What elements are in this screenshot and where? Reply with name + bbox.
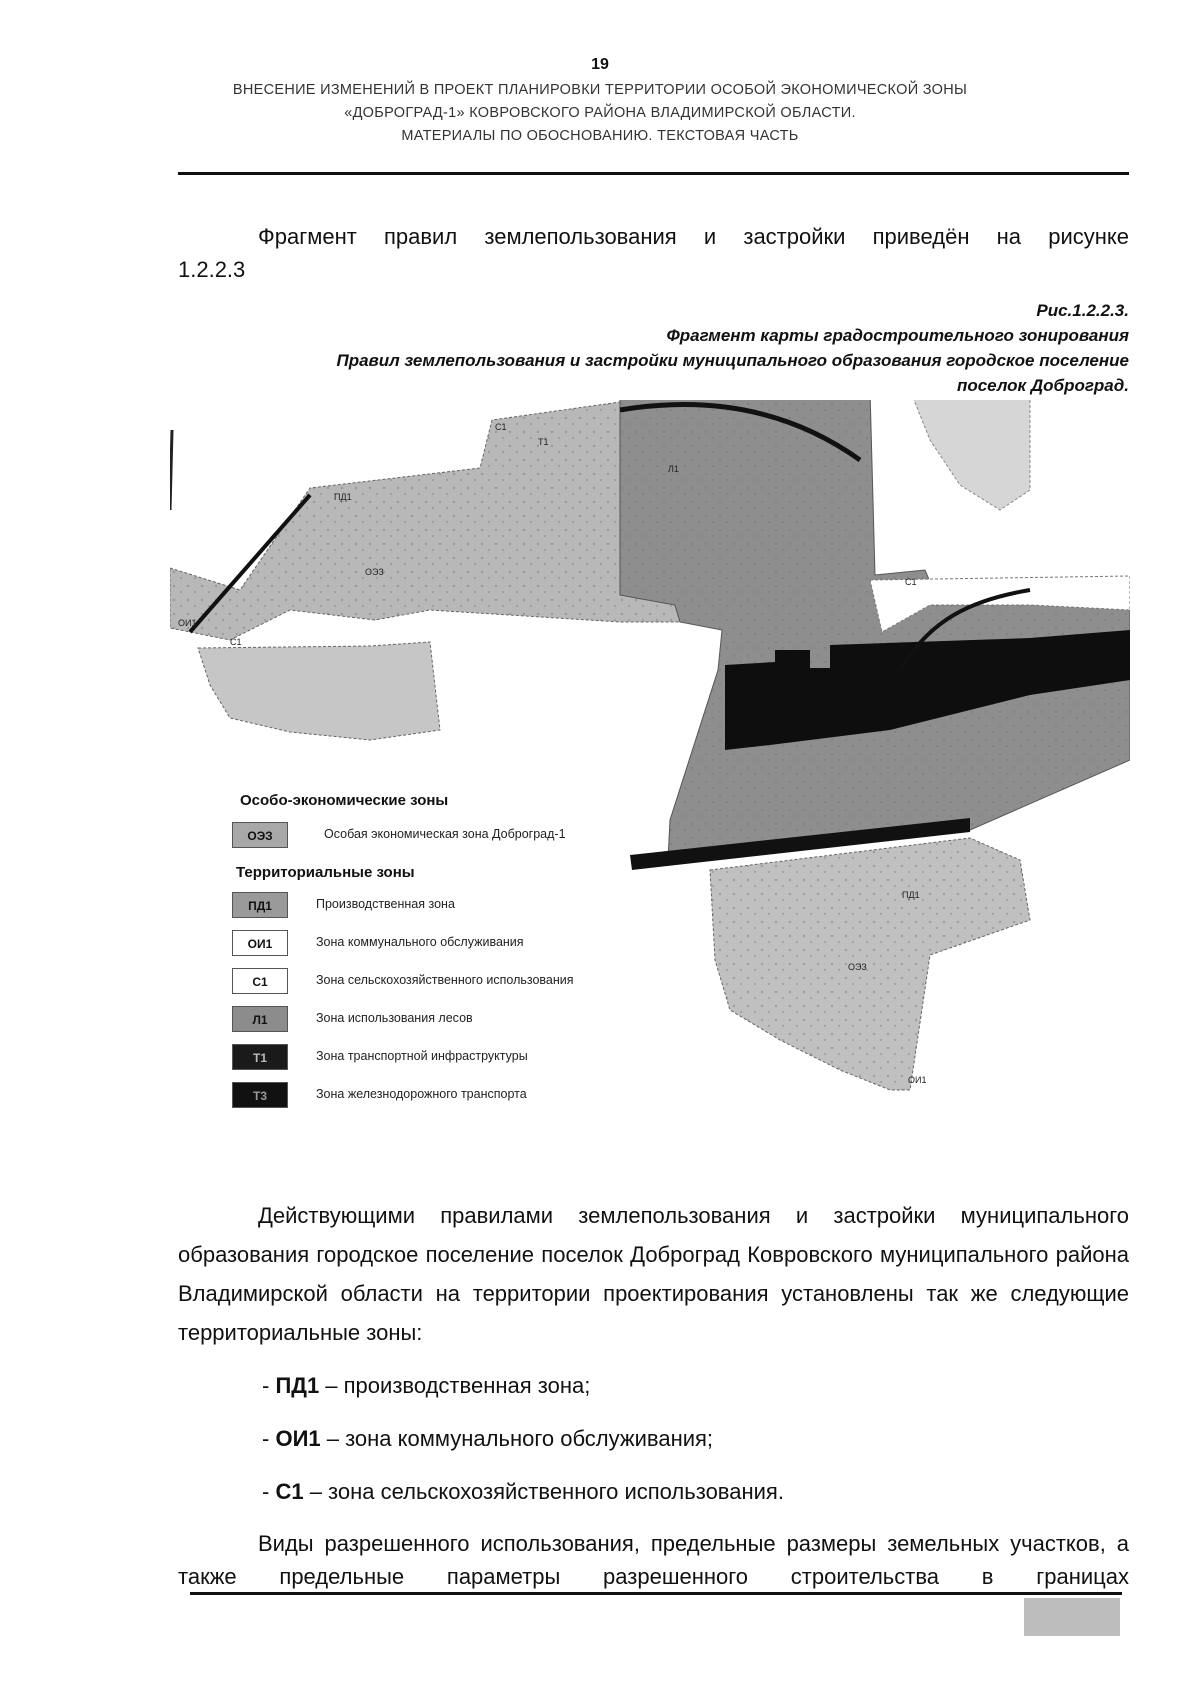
map-label-pd1-south: ПД1 xyxy=(902,890,920,900)
map-label-oez: ОЭЗ xyxy=(365,567,384,577)
footer-stamp xyxy=(1024,1598,1120,1636)
zone-code: ОИ1 xyxy=(275,1426,321,1451)
map-label-oi1-south: ОИ1 xyxy=(908,1075,927,1085)
header-divider xyxy=(178,172,1129,175)
zone-c1-northeast xyxy=(910,400,1030,510)
legend-label: Зона транспортной инфраструктуры xyxy=(316,1049,528,1063)
legend-label: Особая экономическая зона Доброград-1 xyxy=(324,827,566,841)
map-label-t1: Т1 xyxy=(538,437,549,447)
legend-label: Зона железнодорожного транспорта xyxy=(316,1087,527,1101)
body-text xyxy=(178,1196,1129,1593)
header-title-line-3: МАТЕРИАЛЫ ПО ОБОСНОВАНИЮ. ТЕКСТОВАЯ ЧАСТЬ xyxy=(401,128,799,144)
legend-label: Зона коммунального обслуживания xyxy=(316,935,524,949)
body-paragraph-2: Виды разрешенного использования, предельные размеры земельных участков, а также предельные параметры разрешенного строительства в границах xyxy=(178,1531,1129,1589)
bullet-dash: - xyxy=(262,1373,276,1398)
intro-line-2: 1.2.2.3 xyxy=(178,257,246,282)
legend-heading-sez: Особо-экономические зоны xyxy=(240,792,449,809)
header-title-line-2: «ДОБРОГРАД-1» КОВРОВСКОГО РАЙОНА ВЛАДИМИРСКОЙ ОБЛАСТИ. xyxy=(344,105,856,121)
legend-label: Производственная зона xyxy=(316,897,455,911)
zone-list-item xyxy=(178,1419,1129,1458)
map-label-c1-east: С1 xyxy=(905,577,917,587)
legend-swatch: С1 xyxy=(232,968,288,994)
footer-divider xyxy=(190,1592,1122,1595)
zone-description: – зона коммунального обслуживания; xyxy=(320,1426,714,1451)
zone-pd1-southwest xyxy=(198,642,440,740)
legend-label: Зона сельскохозяйственного использования xyxy=(316,973,574,987)
figure-number: Рис.1.2.2.3. xyxy=(1036,301,1129,320)
zone-description: – производственная зона; xyxy=(319,1373,591,1398)
legend-swatch: Т1 xyxy=(232,1044,288,1070)
figure-title: Фрагмент карты градостроительного зонирования xyxy=(666,326,1129,345)
page-number: 19 xyxy=(591,56,609,73)
zone-code: С1 xyxy=(275,1479,304,1504)
legend-swatch: Л1 xyxy=(232,1006,288,1032)
figure-subtitle-line-1: Правил землепользования и застройки муниципального образования городское поселение xyxy=(336,351,1129,370)
map-label-oi1: ОИ1 xyxy=(178,618,197,628)
zone-code: ПД1 xyxy=(275,1373,320,1398)
zone-list-item xyxy=(178,1472,1129,1511)
legend-swatch: ПД1 xyxy=(232,892,288,918)
legend-swatch: Т3 xyxy=(232,1082,288,1108)
intro-line-1: Фрагмент правил землепользования и застройки приведён на рисунке xyxy=(258,224,1129,249)
figure-caption xyxy=(169,298,1129,398)
header-title-line-1: ВНЕСЕНИЕ ИЗМЕНЕНИЙ В ПРОЕКТ ПЛАНИРОВКИ ТЕРРИТОРИИ ОСОБОЙ ЭКОНОМИЧЕСКОЙ ЗОНЫ xyxy=(232,82,968,98)
map-label-c1-west: С1 xyxy=(230,637,242,647)
body-paragraph-1: Действующими правилами землепользования и застройки муниципального образования городское поселение поселок Доброград Ковровского муниципального района Владимирской области на территории проектирования установлены так же следующие территориальные зоны: xyxy=(178,1203,1129,1345)
bullet-dash: - xyxy=(262,1426,276,1451)
legend-swatch: ОИ1 xyxy=(232,930,288,956)
zone-description: – зона сельскохозяйственного использования. xyxy=(303,1479,784,1504)
map-label-oez-south: ОЭЗ xyxy=(848,962,867,972)
legend-swatch: ОЭЗ xyxy=(232,822,288,848)
map-label-l1-center: Л1 xyxy=(668,464,679,474)
zone-list-item xyxy=(178,1366,1129,1405)
map-label-c1-north: С1 xyxy=(495,422,507,432)
legend-label: Зона использования лесов xyxy=(316,1011,473,1025)
bullet-dash: - xyxy=(262,1479,276,1504)
legend-heading-territorial: Территориальные зоны xyxy=(236,864,415,881)
figure-subtitle-line-2: поселок Доброград. xyxy=(956,376,1129,395)
map-label-pd1: ПД1 xyxy=(334,492,352,502)
intro-paragraph xyxy=(178,220,1129,286)
